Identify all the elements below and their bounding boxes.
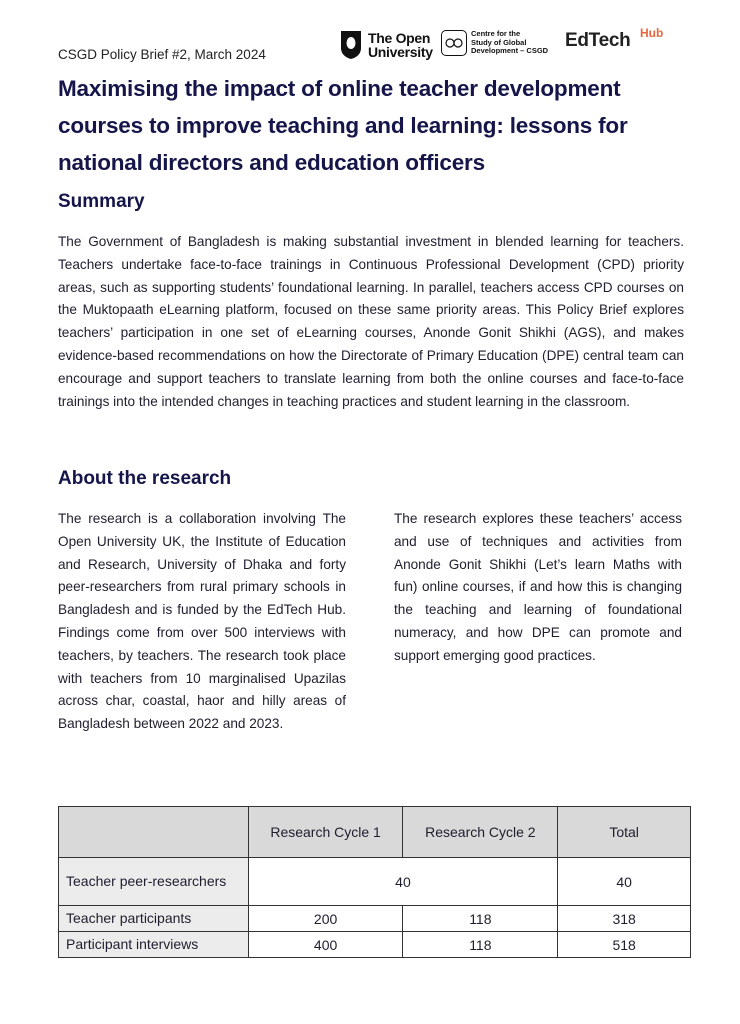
table-header-cycle1: Research Cycle 1	[248, 807, 403, 858]
merged-cell: 40	[248, 858, 558, 906]
ou-shield-icon	[340, 30, 362, 60]
research-table	[58, 806, 691, 958]
table-row	[59, 932, 691, 958]
page-title: Maximising the impact of online teacher development courses to improve teaching and learning: lessons for national directors and education officers	[58, 76, 628, 175]
summary-paragraph: The Government of Bangladesh is making substantial investment in blended learning for teachers. Teachers undertake face-to-face trainings in Continuous Professional Development (CPD) priority areas, such as supporting students’ foundational learning. In parallel, teachers access CPD courses on the Muktopaath eLearning platform, focused on these same priority areas. This Policy Brief explores teachers’ participation in one set of eLearning courses, Anonde Gonit Shikhi (AGS), and makes evidence-based recommendations on how the Directorate of Primary Education (DPE) central team can encourage and support teachers to translate learning from both the online courses and face-to-face trainings into the intended changes in teaching practices and student learning in the classroom.	[58, 234, 684, 409]
summary-heading: Summary	[58, 191, 145, 212]
table-header-cycle2: Research Cycle 2	[403, 807, 558, 858]
csgd-mark-icon	[441, 30, 467, 56]
row-label: Teacher peer-researchers	[59, 858, 249, 906]
about-left-paragraph: The research is a collaboration involving The Open University UK, the Institute of Education and Research, University of Dhaka and forty peer-researchers from rural primary schools in Bangladesh and is funded by the EdTech Hub. Findings come from over 500 interviews with teachers, by teachers. The research took place with teachers from 10 marginalised Upazilas across char, coastal, haor and hilly areas of Bangladesh between 2022 and 2023.	[58, 511, 346, 732]
cycle1-cell: 200	[248, 906, 403, 932]
edtech-wordmark: EdTech	[565, 30, 631, 51]
total-cell: 518	[558, 932, 691, 958]
ou-wordmark: The Open University	[368, 30, 433, 60]
total-cell: 40	[558, 858, 691, 906]
table-row	[59, 858, 691, 906]
table-header-total: Total	[558, 807, 691, 858]
cycle2-cell: 118	[403, 932, 558, 958]
csgd-logo	[441, 30, 551, 56]
table-header-row	[59, 807, 691, 858]
open-university-logo	[340, 30, 433, 60]
csgd-wordmark: Centre for the Study of Global Development – CSGD	[471, 29, 549, 56]
row-label: Teacher participants	[59, 906, 249, 932]
total-cell: 318	[558, 906, 691, 932]
edtech-hub-logo	[565, 26, 664, 52]
table-row	[59, 906, 691, 932]
about-right-paragraph: The research explores these teachers’ access and use of techniques and activities from Anonde Gonit Shikhi (Let’s learn Maths with fun) online courses, if and how this is changing the teaching and learning of foundational numeracy, and how DPE can promote and support emerging good practices.	[394, 511, 682, 663]
brief-label: CSGD Policy Brief #2, March 2024	[58, 47, 266, 62]
hub-wordmark: Hub	[640, 26, 664, 40]
table-header-empty	[59, 807, 249, 858]
row-label: Participant interviews	[59, 932, 249, 958]
about-heading: About the research	[58, 468, 232, 489]
cycle2-cell: 118	[403, 906, 558, 932]
cycle1-cell: 400	[248, 932, 403, 958]
